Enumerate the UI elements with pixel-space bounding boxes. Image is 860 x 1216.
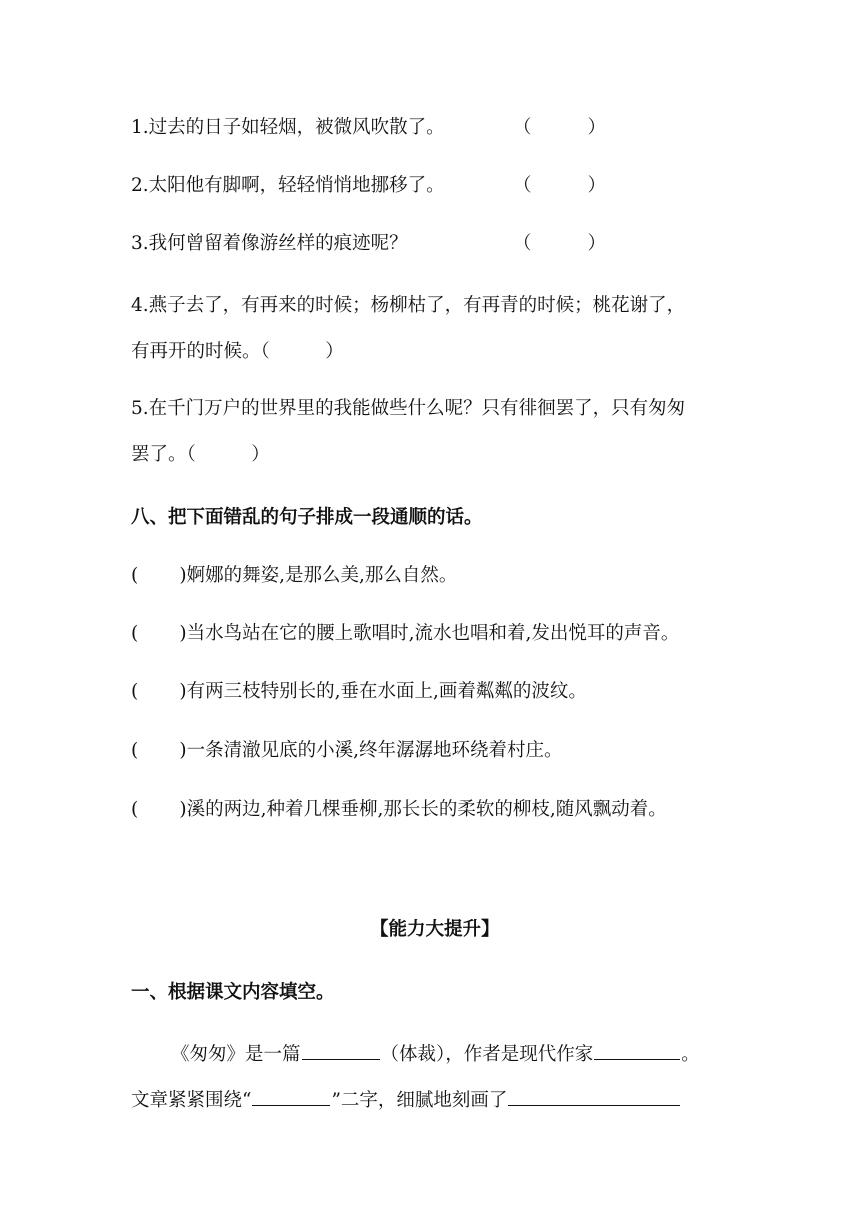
reorder-text: 溪的两边,种着几棵垂柳,那长长的柔软的柳枝,随风飘动着。 bbox=[186, 799, 667, 820]
reorder-item-3 bbox=[131, 680, 587, 704]
fill-blank-line-2: 文章紧紧围绕“ ”二字，细腻地刻画了 bbox=[131, 1085, 681, 1113]
judgement-item-2 bbox=[131, 174, 607, 198]
order-blank[interactable]: ( ) bbox=[131, 740, 187, 761]
order-blank[interactable]: ( ) bbox=[131, 799, 187, 820]
reorder-item-2 bbox=[131, 622, 679, 646]
judgement-item-5-line1: 5.在千门万户的世界里的我能做些什么呢？只有徘徊罢了，只有匆匆 bbox=[131, 398, 686, 419]
reorder-item-5 bbox=[131, 798, 667, 822]
judgement-item-5-line2: 罢了。（ ） bbox=[131, 444, 270, 465]
blank-keyword[interactable] bbox=[252, 1085, 330, 1106]
reorder-text: 一条清澈见底的小溪,终年潺潺地环绕着村庄。 bbox=[186, 740, 563, 761]
order-blank[interactable]: ( ) bbox=[131, 623, 187, 644]
reorder-item-1 bbox=[131, 564, 457, 588]
order-blank[interactable]: ( ) bbox=[131, 681, 187, 702]
blank-genre[interactable] bbox=[302, 1039, 380, 1060]
answer-paren[interactable]: （ ） bbox=[513, 175, 607, 196]
order-blank[interactable]: ( ) bbox=[131, 565, 187, 586]
blank-description[interactable] bbox=[508, 1085, 680, 1106]
judgement-text: 2.太阳他有脚啊，轻轻悄悄地挪移了。 bbox=[131, 175, 445, 196]
reorder-item-4 bbox=[131, 739, 563, 763]
answer-paren[interactable]: （ ） bbox=[513, 233, 607, 254]
answer-paren[interactable]: （ ） bbox=[513, 117, 607, 138]
reorder-text: 有两三枝特别长的,垂在水面上,画着粼粼的波纹。 bbox=[186, 681, 587, 702]
blank-author[interactable] bbox=[594, 1039, 680, 1060]
reorder-text: 婀娜的舞姿,是那么美,那么自然。 bbox=[186, 565, 458, 586]
judgement-item-4-line2: 有再开的时候。（ ） bbox=[131, 341, 344, 362]
judgement-item-3 bbox=[131, 232, 607, 256]
question-1-heading: 一、根据课文内容填空。 bbox=[131, 982, 335, 1003]
section-8-heading: 八、把下面错乱的句子排成一段通顺的话。 bbox=[131, 507, 483, 528]
judgement-item-4-line1: 4.燕子去了，有再来的时候；杨柳枯了，有再青的时候；桃花谢了， bbox=[131, 295, 686, 316]
ability-title: 【能力大提升】 bbox=[370, 919, 500, 940]
reorder-text: 当水鸟站在它的腰上歌唱时,流水也唱和着,发出悦耳的声音。 bbox=[186, 623, 680, 644]
judgement-text: 1.过去的日子如轻烟，被微风吹散了。 bbox=[131, 117, 445, 138]
fill-blank-line-1: 《匆匆》是一篇 （体裁），作者是现代作家 。 bbox=[171, 1039, 700, 1067]
judgement-item-1 bbox=[131, 116, 607, 140]
judgement-text: 3.我何曾留着像游丝样的痕迹呢？ bbox=[131, 233, 408, 254]
